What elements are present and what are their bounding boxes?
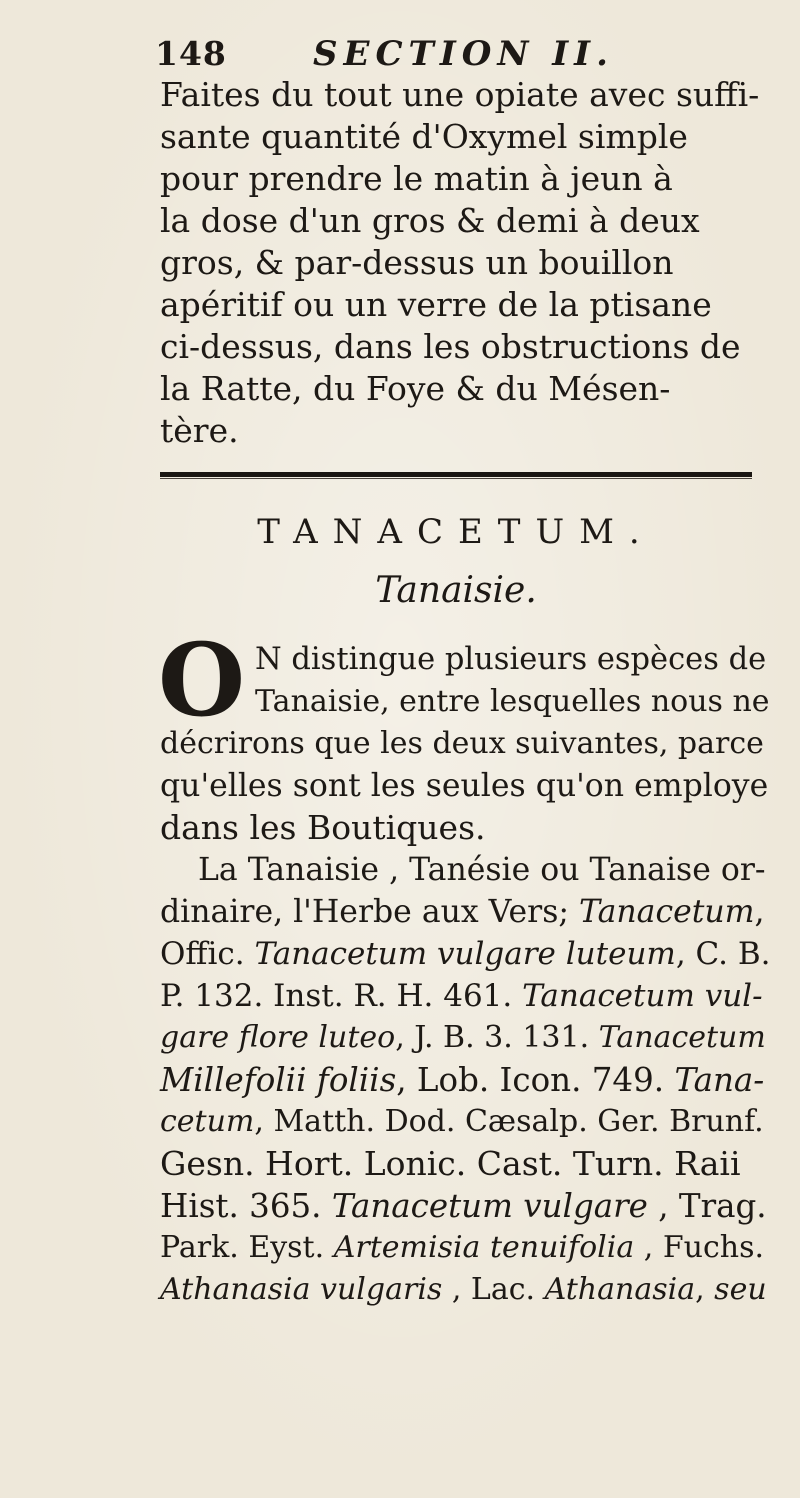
page-number: 148	[155, 34, 227, 73]
latin-name: Tana-	[674, 1061, 765, 1099]
text-line: qu'elles sont les seules qu'on employe	[160, 768, 769, 804]
text-line	[160, 1144, 741, 1184]
text-line: dans les Boutiques.	[160, 808, 486, 847]
line-text: Offic.	[160, 936, 255, 972]
line-text: ,	[754, 894, 765, 930]
text-line: ci-dessus, dans les obstructions de	[160, 327, 741, 366]
text-line: Faites du tout une opiate avec suffi-	[160, 75, 760, 114]
drop-cap: O	[158, 621, 246, 739]
text-line	[160, 1228, 764, 1268]
text-line: la Ratte, du Foye & du Mésen-	[160, 369, 671, 408]
divider-thin-rule	[160, 478, 752, 479]
text-line	[160, 1018, 766, 1058]
line-text: La Tanaisie , Tanésie ou Tanaise or-	[198, 852, 766, 888]
line-text: , Lac.	[442, 1272, 545, 1307]
text-line: décrirons que les deux suivantes, parce	[160, 726, 764, 761]
line-text: Gesn. Hort. Lonic. Cast. Turn. Raii	[160, 1144, 741, 1183]
line-text: , Trag.	[647, 1187, 767, 1225]
section-divider	[160, 472, 752, 480]
line-text: ,	[695, 1272, 715, 1307]
text-line: sante quantité d'Oxymel simple	[160, 117, 688, 156]
line-text: , C. B.	[675, 936, 771, 972]
section-title: TANACETUM.	[257, 512, 655, 552]
latin-name: Athanasia vulgaris	[160, 1272, 443, 1307]
text-line	[160, 1060, 764, 1100]
latin-name: gare flore luteo	[160, 1020, 396, 1055]
latin-name: Tanacetum	[598, 1020, 766, 1055]
divider-thick-rule	[160, 472, 752, 477]
latin-name: Tanacetum	[579, 894, 755, 930]
text-line: pour prendre le matin à jeun à	[160, 159, 673, 198]
line-text: dinaire, l'Herbe aux Vers;	[160, 894, 580, 930]
latin-name: Tanacetum vulgare	[331, 1187, 648, 1225]
text-line: la dose d'un gros & demi à deux	[160, 201, 700, 240]
text-line	[160, 1270, 767, 1310]
latin-name: Millefolii foliis	[160, 1061, 397, 1099]
running-head: SECTION II.	[313, 34, 614, 74]
text-line: gros, & par-dessus un bouillon	[160, 243, 674, 282]
text-line: tère.	[160, 411, 239, 450]
text-line	[160, 976, 763, 1016]
latin-name: Tanacetum vul-	[522, 978, 763, 1014]
text-line	[160, 934, 770, 974]
line-text: Hist. 365.	[160, 1187, 332, 1225]
latin-name: Athanasia	[544, 1272, 696, 1307]
text-line: Tanaisie, entre lesquelles nous ne	[255, 684, 770, 719]
text-line	[160, 892, 765, 932]
line-text: , J. B. 3. 131.	[395, 1020, 599, 1055]
latin-name: cetum	[160, 1104, 255, 1139]
text-line	[160, 1186, 767, 1226]
text-line	[198, 850, 766, 890]
line-text: , Lob. Icon. 749.	[396, 1061, 675, 1099]
latin-name: Tanacetum vulgare luteum	[254, 936, 676, 972]
line-text: Park. Eyst.	[160, 1230, 334, 1265]
line-text: , Fuchs.	[634, 1230, 765, 1265]
line-text: , Matth. Dod. Cæsalp. Ger. Brunf.	[254, 1104, 764, 1139]
section-subtitle: Tanaisie.	[375, 570, 537, 611]
latin-name: Artemisia tenuifolia	[333, 1230, 635, 1265]
text-line: N distingue plusieurs espèces de	[255, 642, 767, 677]
latin-name: seu	[714, 1272, 767, 1307]
text-line	[160, 1102, 764, 1142]
line-text: P. 132. Inst. R. H. 461.	[160, 978, 523, 1014]
text-line: apéritif ou un verre de la ptisane	[160, 285, 712, 324]
